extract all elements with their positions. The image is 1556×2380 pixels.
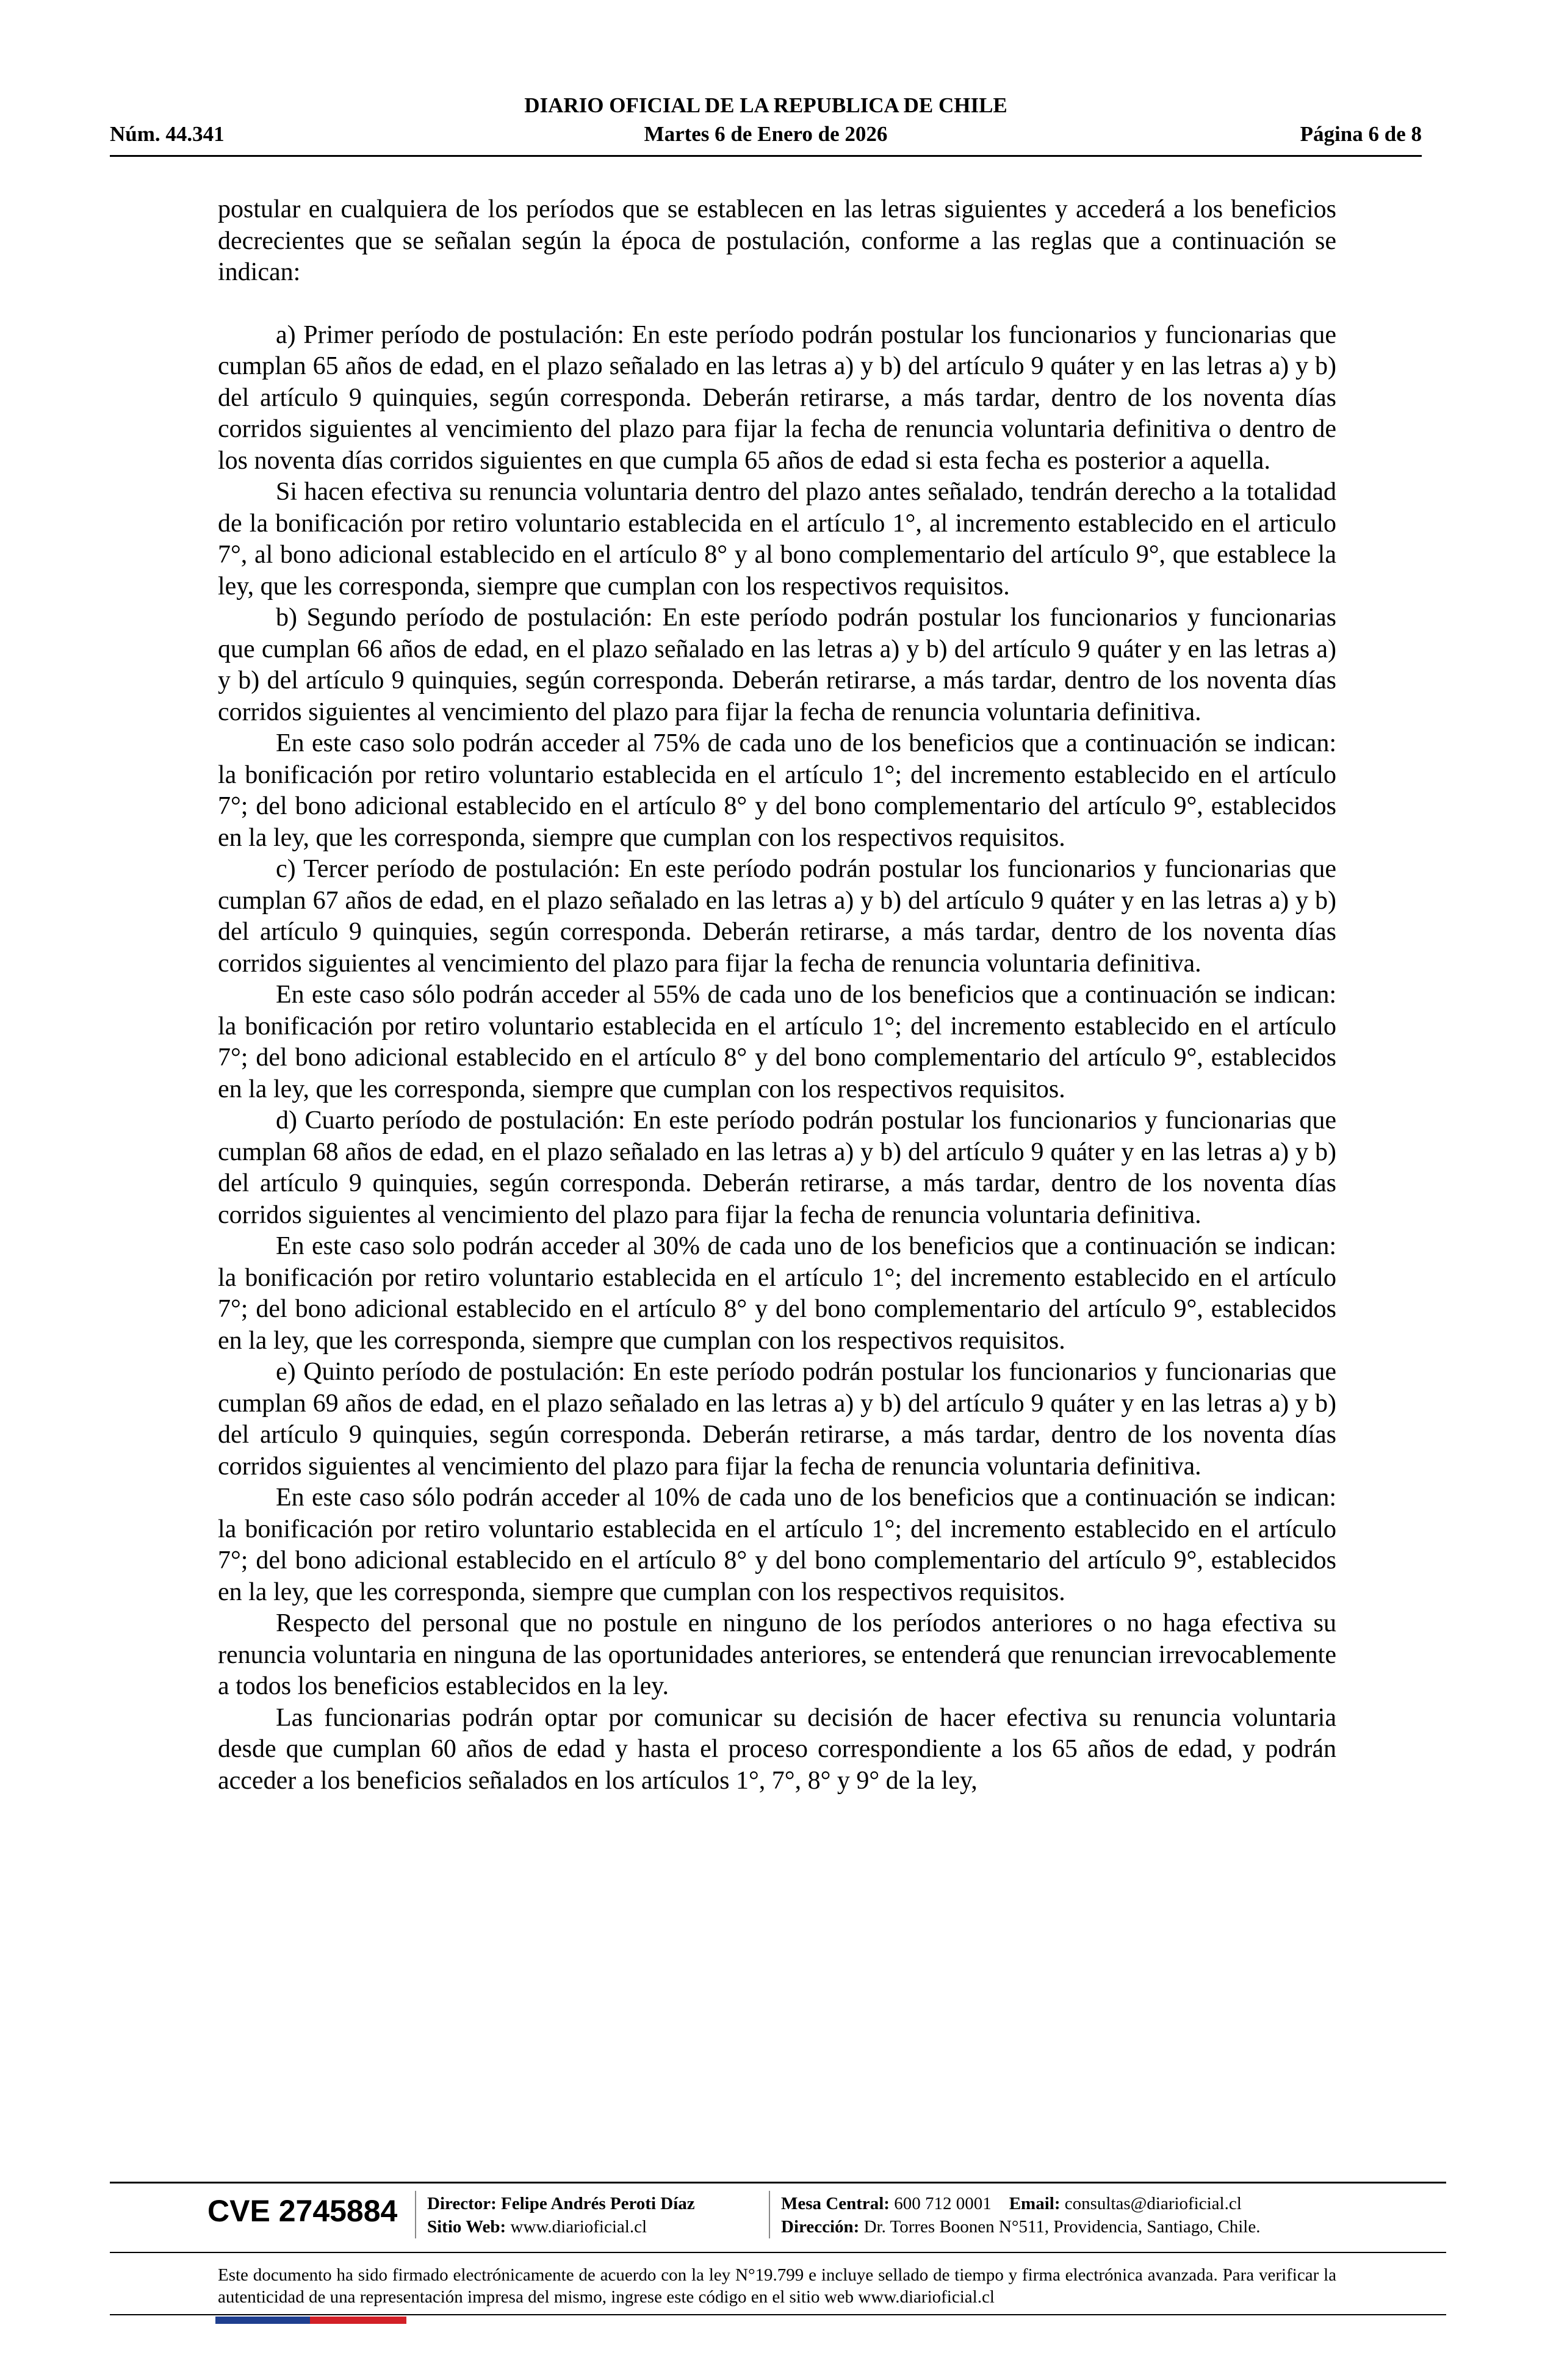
body-paragraph: d) Cuarto período de postulación: En este período podrán postular los funcionarios y funcionarias que cumplan 68 años de edad, en el plazo señalado en las letras a) y b) del artículo 9 quáter y en las letras a) y b) del artículo 9 quinquies, según corresponda. Deberán retirarse, a más tardar, dentro de los noventa días corridos siguientes al vencimiento del plazo para fijar la fecha de renuncia voluntaria definitiva. bbox=[218, 1106, 1336, 1229]
body-paragraph: Las funcionarias podrán optar por comunicar su decisión de hacer efectiva su renuncia voluntaria desde que cumplan 60 años de edad y hasta el proceso correspondiente a los 65 años de edad, y podrán acceder a los beneficios señalados en los artículos 1°, 7°, 8° y 9° de la ley, bbox=[218, 1703, 1336, 1795]
email-link[interactable]: consultas@diarioficial.cl bbox=[1064, 2194, 1242, 2213]
address-value: Dr. Torres Boonen N°511, Providencia, Santiago, Chile. bbox=[863, 2217, 1261, 2237]
website-label: Sitio Web: bbox=[427, 2217, 506, 2237]
body-paragraph: En este caso sólo podrán acceder al 10% de cada uno de los beneficios que a continuación se indican: la bonificación por retiro voluntario establecida en el artículo 1°; del incremento establecido en el artículo 7°; del bono adicional establecido en el artículo 8° y del bono complementario del artículo 9°, establecidos en la ley, que les corresponda, siempre que cumplan con los respectivos requisitos. bbox=[218, 1484, 1336, 1606]
body-paragraph-intro: postular en cualquiera de los períodos que se establecen en las letras siguientes y accederá a los beneficios decrecientes que se señalan según la época de postulación, conforme a las reglas que a continuación se indican: bbox=[218, 195, 1336, 286]
flag-stripe-red bbox=[310, 2317, 406, 2324]
page-header bbox=[110, 92, 1422, 153]
header-divider bbox=[110, 155, 1422, 157]
legal-notice: Este documento ha sido firmado electrónicamente de acuerdo con la ley N°19.799 e incluye sellado de tiempo y firma electrónica avanzada. Para verificar la autenticidad de una representación impresa del mismo, ingrese este código en el sitio web www.diarioficial.cl bbox=[218, 2265, 1336, 2307]
body-paragraph: En este caso sólo podrán acceder al 55% de cada uno de los beneficios que a continuación se indican: la bonificación por retiro voluntario establecida en el artículo 1°; del incremento establecido en el artículo 7°; del bono adicional establecido en el artículo 8° y del bono complementario del artículo 9°, establecidos en la ley, que les corresponda, siempre que cumplan con los respectivos requisitos. bbox=[218, 981, 1336, 1103]
body-paragraph: e) Quinto período de postulación: En este período podrán postular los funcionarios y funcionarias que cumplan 69 años de edad, en el plazo señalado en las letras a) y b) del artículo 9 quáter y en las letras a) y b) del artículo 9 quinquies, según corresponda. Deberán retirarse, a más tardar, dentro de los noventa días corridos siguientes al vencimiento del plazo para fijar la fecha de renuncia voluntaria definitiva. bbox=[218, 1358, 1336, 1480]
footer-divider-bottom bbox=[110, 2252, 1446, 2253]
cve-code: CVE 2745884 bbox=[207, 2194, 398, 2228]
body-paragraph: En este caso solo podrán acceder al 75% de cada uno de los beneficios que a continuación se indican: la bonificación por retiro voluntario establecida en el artículo 1°; del incremento establecido en el artículo 7°; del bono adicional establecido en el artículo 8° y del bono complementario del artículo 9°, establecidos en la ley, que les corresponda, siempre que cumplan con los respectivos requisitos. bbox=[218, 729, 1336, 852]
page-indicator: Página 6 de 8 bbox=[1300, 122, 1422, 146]
body-paragraph: En este caso solo podrán acceder al 30% de cada uno de los beneficios que a continuación se indican: la bonificación por retiro voluntario establecida en el artículo 1°; del incremento establecido en el artículo 7°; del bono adicional establecido en el artículo 8° y del bono complementario del artículo 9°, establecidos en la ley, que les corresponda, siempre que cumplan con los respectivos requisitos. bbox=[218, 1232, 1336, 1355]
body-paragraph: b) Segundo período de postulación: En este período podrán postular los funcionarios y funcionarias que cumplan 66 años de edad, en el plazo señalado en las letras a) y b) del artículo 9 quáter y en las letras a) y b) del artículo 9 quinquies, según corresponda. Deberán retirarse, a más tardar, dentro de los noventa días corridos siguientes al vencimiento del plazo para fijar la fecha de renuncia voluntaria definitiva. bbox=[218, 604, 1336, 726]
flag-stripe-blue bbox=[215, 2317, 310, 2324]
director-label: Director: bbox=[427, 2194, 497, 2213]
phone-label: Mesa Central: bbox=[781, 2194, 890, 2213]
website-link[interactable]: www.diarioficial.cl bbox=[510, 2217, 647, 2237]
document-body bbox=[218, 194, 1336, 1797]
publication-title: DIARIO OFICIAL DE LA REPUBLICA DE CHILE bbox=[524, 93, 1007, 117]
footer-info bbox=[110, 2183, 1446, 2245]
phone-value: 600 712 0001 bbox=[894, 2194, 992, 2213]
issue-number: Núm. 44.341 bbox=[110, 122, 225, 146]
footer-separator bbox=[415, 2191, 416, 2238]
body-paragraph: c) Tercer período de postulación: En este período podrán postular los funcionarios y funcionarias que cumplan 67 años de edad, en el plazo señalado en las letras a) y b) del artículo 9 quáter y en las letras a) y b) del artículo 9 quinquies, según corresponda. Deberán retirarse, a más tardar, dentro de los noventa días corridos siguientes al vencimiento del plazo para fijar la fecha de renuncia voluntaria definitiva. bbox=[218, 855, 1336, 978]
footer-separator bbox=[769, 2191, 770, 2238]
footer-director-column bbox=[427, 2192, 695, 2238]
email-label: Email: bbox=[1009, 2194, 1061, 2213]
issue-date: Martes 6 de Enero de 2026 bbox=[644, 122, 888, 146]
footer-contact-column bbox=[781, 2192, 1260, 2238]
director-name: Felipe Andrés Peroti Díaz bbox=[501, 2194, 695, 2213]
body-paragraph: Si hacen efectiva su renuncia voluntaria dentro del plazo antes señalado, tendrán derecho a la totalidad de la bonificación por retiro voluntario establecida en el artículo 1°, al incremento establecido en el articulo 7°, al bono adicional establecido en el artículo 8° y al bono complementario del artículo 9°, que establece la ley, que les corresponda, siempre que cumplan con los respectivos requisitos. bbox=[218, 478, 1336, 600]
body-paragraph: a) Primer período de postulación: En este período podrán postular los funcionarios y funcionarias que cumplan 65 años de edad, en el plazo señalado en las letras a) y b) del artículo 9 quáter y en las letras a) y b) del artículo 9 quinquies, según corresponda. Deberán retirarse, a más tardar, dentro de los noventa días corridos siguientes al vencimiento del plazo para fijar la fecha de renuncia voluntaria definitiva o dentro de los noventa días corridos siguientes en que cumpla 65 años de edad si esta fecha es posterior a aquella. bbox=[218, 320, 1336, 475]
address-label: Dirección: bbox=[781, 2217, 860, 2237]
body-paragraph: Respecto del personal que no postule en ninguno de los períodos anteriores o no haga efectiva su renuncia voluntaria en ninguna de las oportunidades anteriores, se entenderá que renuncian irrevocablemente a todos los beneficios establecidos en la ley. bbox=[218, 1609, 1336, 1700]
footer-divider-end bbox=[110, 2314, 1446, 2315]
